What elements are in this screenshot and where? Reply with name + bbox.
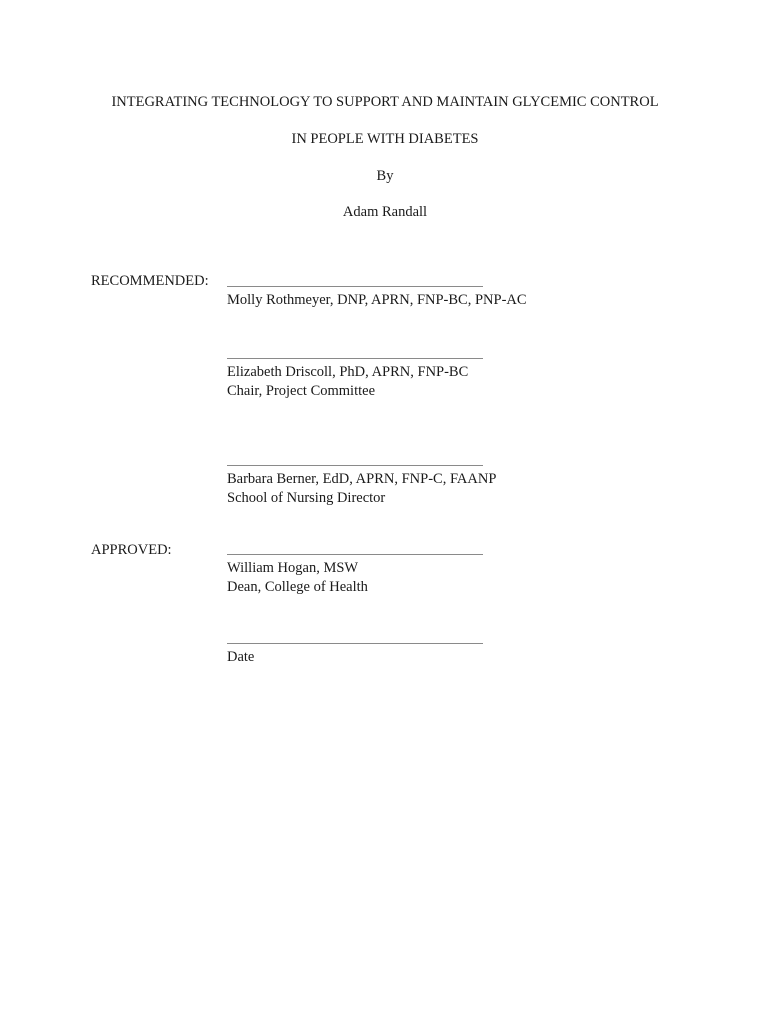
signature-line <box>227 643 483 644</box>
signature-line <box>227 554 483 555</box>
signatory-name: Molly Rothmeyer, DNP, APRN, FNP-BC, PNP-AC <box>227 292 527 308</box>
title-line-1: INTEGRATING TECHNOLOGY TO SUPPORT AND MAINTAIN GLYCEMIC CONTROL <box>111 94 659 110</box>
signatory-title: Chair, Project Committee <box>227 383 376 399</box>
signature-block-rothmeyer <box>227 286 527 310</box>
signature-block-berner <box>227 465 527 508</box>
author-name: Adam Randall <box>342 204 428 220</box>
date-label: Date <box>227 649 255 665</box>
signatory-title: School of Nursing Director <box>227 490 386 506</box>
signatory-name: Elizabeth Driscoll, PhD, APRN, FNP-BC <box>227 364 469 380</box>
signature-block-hogan <box>227 554 527 597</box>
recommended-label: RECOMMENDED: <box>91 273 209 289</box>
signatory-title: Dean, College of Health <box>227 579 368 595</box>
signature-line <box>227 358 483 359</box>
signature-block-driscoll <box>227 358 527 401</box>
signature-line <box>227 465 483 466</box>
signatory-name: William Hogan, MSW <box>227 560 359 576</box>
signature-line <box>227 286 483 287</box>
title-line-2: IN PEOPLE WITH DIABETES <box>291 131 479 147</box>
signatory-name: Barbara Berner, EdD, APRN, FNP-C, FAANP <box>227 471 497 487</box>
approved-label: APPROVED: <box>91 542 172 558</box>
signature-block-date <box>227 643 527 667</box>
by-label: By <box>376 168 394 184</box>
